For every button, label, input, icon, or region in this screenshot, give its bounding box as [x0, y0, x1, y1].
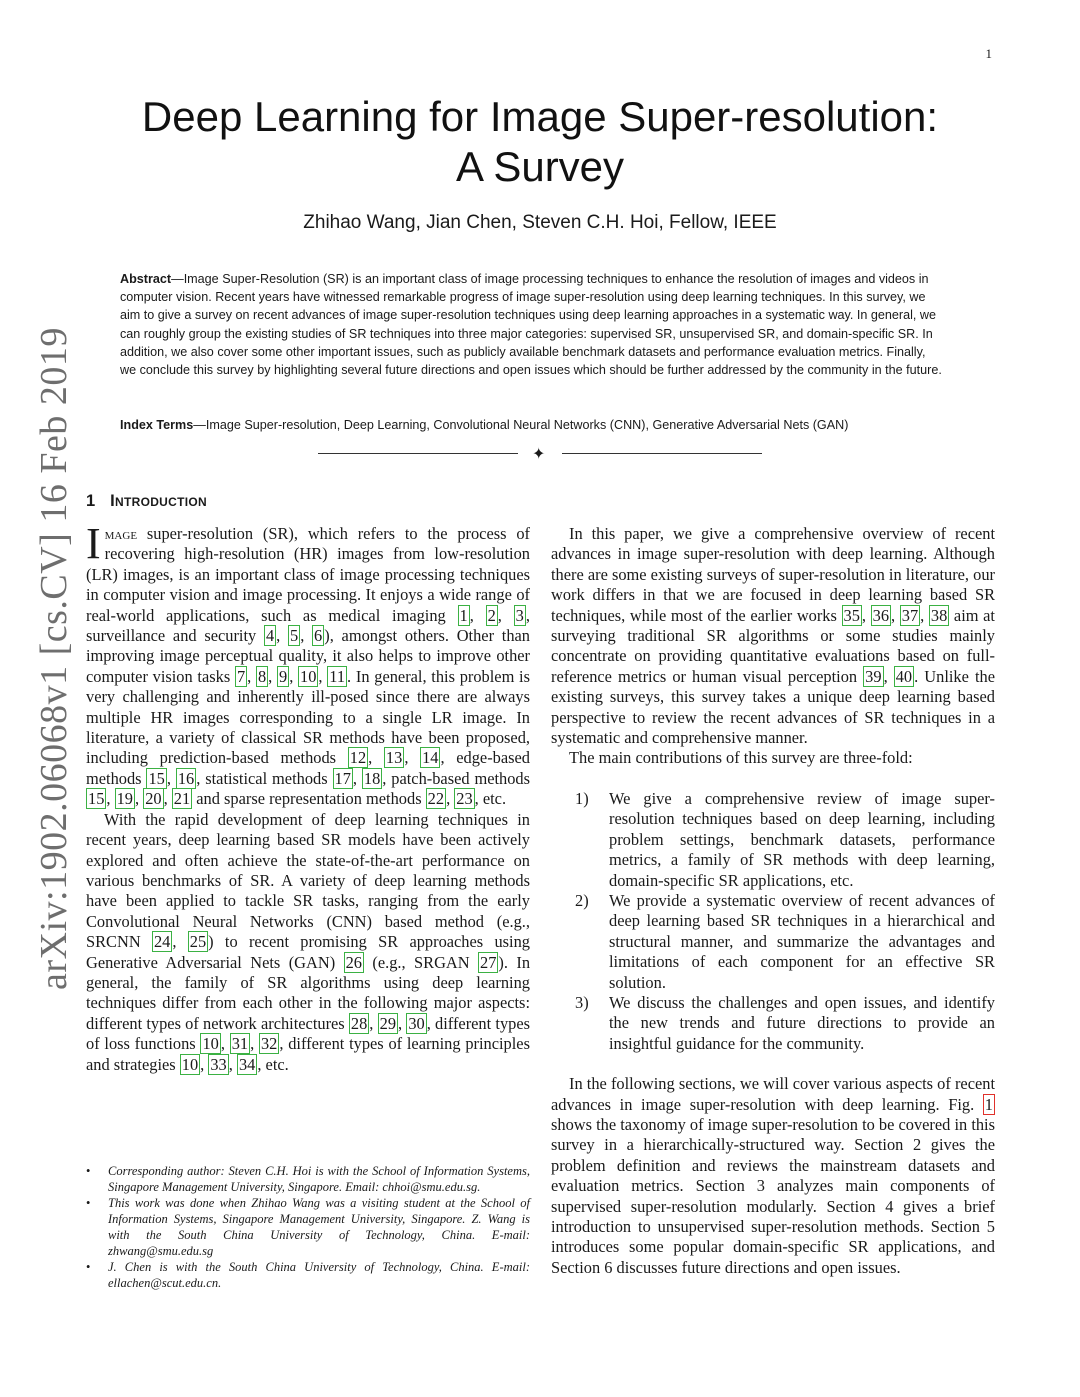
text-run: ), amongst others. Other than improving image perceptual quality, it also helps to improve other computer vision tasks: [86, 626, 530, 686]
text-run: aim at surveying traditional SR algorithms or some studies mainly concentrate on providing quantitative evaluations based on full-reference metrics or human visual perception: [551, 605, 995, 686]
text-run: In this paper, we give a comprehensive overview of recent advances in image super-resolution with deep learning. Although there are some existing surveys of super-resolution in literature, our work differs in that we are focused in deep learning based SR techniques, while most of the earlier works: [551, 524, 995, 625]
citation-link[interactable]: 18: [363, 768, 381, 788]
citation-link[interactable]: 38: [930, 605, 948, 625]
abstract: [120, 270, 942, 379]
citation-link[interactable]: 28: [350, 1013, 368, 1033]
citation-link[interactable]: 40: [895, 666, 913, 686]
text-run: , different types of learning principles and strategies: [86, 1034, 530, 1074]
abstract-text: —Image Super-Resolution (SR) is an important class of image processing techniques to enhance the resolution of images and videos in computer vision. Recent years have witnessed remarkable progress of image super-resolution using deep learning techniques. In this survey, we aim to give a survey on recent advances of image super-resolution techniques using deep learning approaches in a systematic way. In general, we can roughly group the existing studies of SR techniques into three major categories: supervised SR, unsupervised SR, and domain-specific SR. In addition, we also cover some other important issues, such as publicly available benchmark datasets and performance evaluation metrics. Finally, we conclude this survey by highlighting several future directions and open issues which should be further addressed by the community in the future.: [120, 272, 942, 378]
abstract-label: Abstract: [120, 272, 172, 286]
citation-link[interactable]: 4: [265, 626, 275, 646]
text-run: , different types of loss functions: [86, 1013, 530, 1054]
text-run: ). In general, the family of SR algorithms using deep learning techniques differ from each other in the following major aspects: different types of network architectures: [86, 952, 531, 1033]
intro-paragraph-1: Image super-resolution (SR), which refers to the process of recovering high-resolution (HR) images from low-resolution (LR) images, is an important class of image processing techniques in computer vision and image processing. It enjoys a wide range of real-world applications, such as medical imaging 1 , 2 , 3 , surveillance and security 4 , 5 , 6 ), amongst others. Other than improving image perceptual quality, it also helps to improve other computer vision tasks 7 , 8 , 9 , 10 , 11 . In general, this problem is very challenging and inherently ill-posed since there are always multiple HR images corresponding to a single LR image. In literature, a variety of classical SR methods have been proposed, including prediction-based methods 12 , 13 , 14 , edge-based methods 15 , 16 , statistical methods 17 , 18 , patch-based methods 15 , 19 , 20 , 21 and sparse representation methods 22 , 23 , etc.: [86, 519, 530, 809]
text-run: , edge-based methods: [86, 748, 530, 788]
page-number: 1: [985, 46, 992, 61]
contribution-item: [551, 891, 995, 993]
footnote-item: • This work was done when Zhihao Wang was a visiting student at the School of Information Systems, Singapore Management University, Singapore. Z. Wang is with the South China University of Technology, China. E-mail: zhwang@smu.edu.sg: [86, 1195, 530, 1259]
intro-smallcaps: mage: [104, 524, 138, 543]
text-run: . In general, this problem is very challenging and inherently ill-posed since there are always multiple HR images corresponding to a single LR image. In literature, a variety of classical SR methods have been proposed, including prediction-based methods: [86, 666, 530, 768]
citation-link[interactable]: 6: [314, 626, 323, 646]
text-run: and sparse representation methods: [192, 789, 426, 809]
citation-link[interactable]: 23: [456, 789, 473, 809]
contributions-list: [551, 789, 995, 1054]
arxiv-stamp: arXiv:1902.06068v1 [cs.CV] 16 Feb 2019: [33, 327, 75, 990]
text-run: super-resolution (SR), which refers to the process of recovering high-resolution (HR) images from low-resolution (LR) images, is an important class of image processing techniques in computer vision and image processing. It enjoys a wide range of real-world applications, such as medical imaging: [86, 524, 530, 625]
citation-link[interactable]: 19: [116, 789, 133, 809]
citation-link[interactable]: 27: [480, 952, 497, 972]
intro-paragraph-2: With the rapid development of deep learning techniques in recent years, deep learning based SR models have been actively explored and often achieve the state-of-the-art performance on various benchmarks of SR. A variety of deep learning methods have been applied to tackle SR tasks, ranging from the early Convolutional Neural Networks (CNN) based method (e.g., SRCNN 24 , 25 ) to recent promising SR approaches using Generative Adversarial Nets (GAN) 26 (e.g., SRGAN 27 ). In general, the family of SR algorithms using deep learning techniques differ from each other in the following major aspects: different types of network architectures 28 , 29 , 30 , different types of loss functions 10 , 31 , 32 , different types of learning principles and strategies 10 , 33 , 34 , etc.: [86, 809, 531, 1074]
citation-link[interactable]: 15: [88, 789, 105, 809]
citation-link[interactable]: 10: [181, 1054, 199, 1074]
citation-link[interactable]: 32: [260, 1034, 278, 1054]
citation-link[interactable]: 14: [422, 748, 439, 768]
figure-link[interactable]: 1: [984, 1094, 993, 1114]
citation-link[interactable]: 29: [379, 1013, 397, 1033]
contribution-item: [551, 993, 995, 1054]
citation-link[interactable]: 24: [153, 932, 171, 952]
paper-title: [0, 92, 1080, 192]
contributions-intro: The main contributions of this survey are three-fold:: [569, 748, 913, 768]
contribution-item: [551, 789, 995, 891]
footnote-item: • Corresponding author: Steven C.H. Hoi is with the School of Information Systems, Singapore Management University, Singapore. Email: chhoi@smu.edu.sg.: [86, 1163, 530, 1195]
citation-link[interactable]: 25: [189, 932, 207, 952]
citation-link[interactable]: 5: [290, 626, 299, 646]
text-run: (e.g., SRGAN: [363, 952, 478, 972]
citation-link[interactable]: 11: [329, 666, 346, 686]
citation-link[interactable]: 30: [408, 1013, 425, 1033]
separator-diamond-icon: ✦: [532, 444, 546, 463]
citation-link[interactable]: 8: [257, 666, 267, 686]
citation-link[interactable]: 9: [279, 666, 288, 686]
title-line-1: Deep Learning for Image Super-resolution:: [141, 93, 939, 140]
left-column: [86, 519, 531, 1075]
section-heading: [86, 492, 207, 511]
section-title: Introduction: [110, 492, 207, 510]
text-run: ) to recent promising SR approaches using Generative Adversarial Nets (GAN): [86, 932, 530, 972]
contribution-text: We discuss the challenges and open issues, and identify the new trends and future directions to provide an insightful guidance for the community.: [609, 992, 995, 1053]
citation-link[interactable]: 3: [515, 605, 524, 625]
citation-link[interactable]: 1: [459, 605, 468, 625]
structure-paragraph: [551, 1074, 995, 1278]
footnote-item: • J. Chen is with the South China University of Technology, China. E-mail: ellachen@scut.edu.cn.: [86, 1259, 530, 1291]
citation-link[interactable]: 33: [210, 1054, 227, 1074]
citation-link[interactable]: 35: [843, 605, 860, 625]
citation-link[interactable]: 37: [901, 605, 919, 625]
citation-link[interactable]: 31: [231, 1034, 249, 1054]
contribution-text: We give a comprehensive review of image super-resolution techniques based on deep learning, including problem settings, benchmark datasets, performance metrics, a family of SR methods with deep learning, domain-specific SR applications, etc.: [609, 788, 995, 890]
text-run: , statistical methods: [196, 768, 333, 788]
citation-link[interactable]: 2: [487, 605, 496, 625]
index-terms-text: —Image Super-resolution, Deep Learning, Convolutional Neural Networks (CNN), Generative Adversarial Nets (GAN): [193, 418, 849, 432]
citation-link[interactable]: 7: [236, 666, 246, 686]
citation-link[interactable]: 10: [300, 666, 317, 686]
index-terms: [120, 416, 960, 434]
text-run: In the following sections, we will cover various aspects of recent advances in image super-resolution with deep learning. Fig.: [551, 1074, 995, 1114]
text-run: , etc.: [474, 789, 507, 809]
citation-link[interactable]: 34: [238, 1054, 256, 1074]
citation-link[interactable]: 10: [202, 1034, 219, 1054]
section-number: 1: [86, 492, 96, 510]
citation-link[interactable]: 26: [345, 952, 362, 972]
contribution-number: 2): [575, 890, 589, 910]
footnotes: [86, 1163, 530, 1291]
separator-right-rule: [562, 453, 762, 454]
citation-link[interactable]: 17: [334, 768, 351, 788]
citation-link[interactable]: 21: [173, 789, 191, 809]
citation-link[interactable]: 16: [177, 768, 195, 788]
separator-left-rule: [318, 453, 518, 454]
right-column: [551, 524, 995, 1278]
overview-paragraph: In this paper, we give a comprehensive overview of recent advances in image super-resolution with deep learning. Although there are some existing surveys of super-resolution in literature, our work differs in that we are focused in deep learning based SR techniques, while most of the earlier works 35 , 36 , 37 , 38 aim at surveying traditional SR algorithms or some studies mainly concentrate on providing quantitative evaluations based on full-reference metrics or human visual perception 39 , 40 . Unlike the existing surveys, this survey takes a unique deep learning based perspective to review the recent advances of SR techniques in a systematic and comprehensive manner.: [551, 524, 995, 748]
citation-link[interactable]: 39: [865, 666, 882, 686]
text-run: , etc.: [257, 1054, 289, 1074]
citation-link[interactable]: 36: [872, 605, 890, 625]
contribution-number: 3): [575, 992, 589, 1012]
contribution-number: 1): [575, 788, 589, 808]
author-list: Zhihao Wang, Jian Chen, Steven C.H. Hoi, Fellow, IEEE: [303, 212, 777, 233]
citation-link[interactable]: 15: [148, 768, 165, 788]
citation-link[interactable]: 22: [427, 789, 445, 809]
text-run: . Unlike the existing surveys, this survey takes a unique deep learning based perspective to review the recent advances of SR techniques in a systematic and comprehensive manner.: [551, 666, 995, 748]
index-terms-label: Index Terms: [120, 418, 194, 432]
citation-link[interactable]: 20: [145, 789, 162, 809]
contribution-text: We provide a systematic overview of recent advances of deep learning based SR techniques in a hierarchical and structural manner, and summarize the advantages and limitations of each component for an effective SR solution.: [609, 890, 995, 992]
text-run: , surveillance and security: [86, 605, 530, 646]
citation-link[interactable]: 13: [385, 748, 403, 768]
title-line-2: A Survey: [455, 143, 625, 190]
text-run: With the rapid development of deep learning techniques in recent years, deep learning based SR models have been actively explored and often achieve the state-of-the-art performance on various benchmarks of SR. A variety of deep learning methods have been applied to tackle SR tasks, ranging from the early Convolutional Neural Networks (CNN) based method (e.g., SRCNN: [86, 809, 530, 952]
citation-link[interactable]: 12: [349, 748, 367, 768]
text-run: , patch-based methods: [382, 768, 530, 788]
drop-cap: I: [86, 519, 101, 568]
text-run: shows the taxonomy of image super-resolution to be covered in this survey in a hierarchically-structured way. Section 2 gives the problem definition and reviews the mainstream datasets and evaluation metrics. Section 3 analyzes main components of supervised super-resolution modularly. Section 4 gives a brief introduction to unsupervised super-resolution methods. Section 5 introduces some popular domain-specific SR applications, and Section 6 discusses future directions and open issues.: [551, 1114, 995, 1277]
